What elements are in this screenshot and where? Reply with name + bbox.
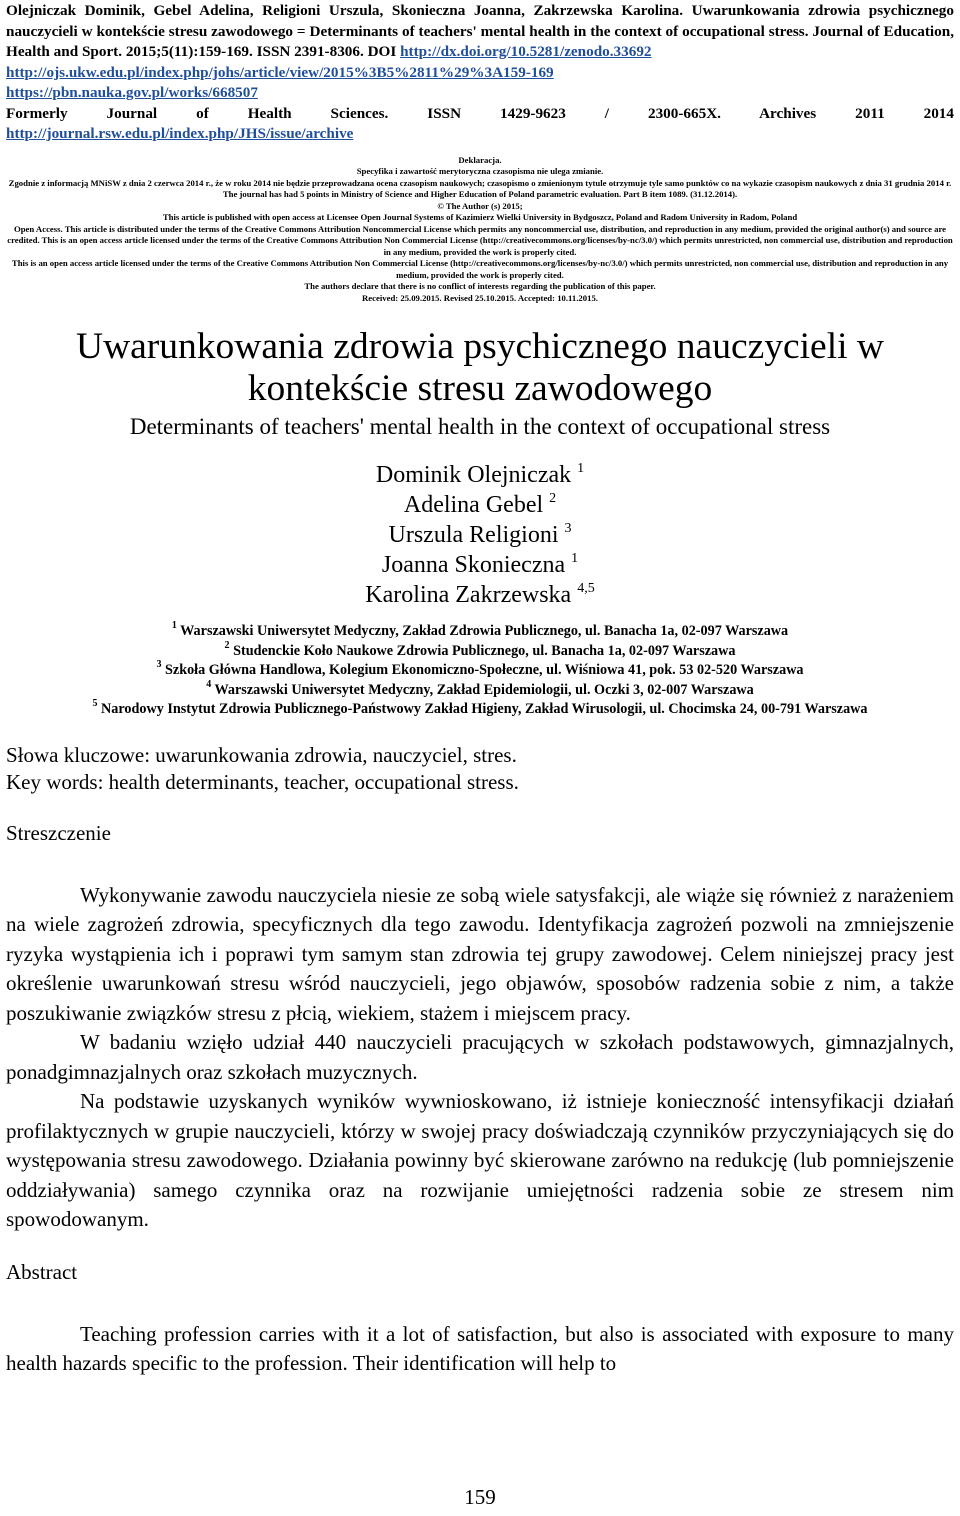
author: Joanna Skonieczna $^1$ bbox=[381, 551, 579, 578]
ojs-link[interactable]: http://ojs.ukw.edu.pl/index.php/johs/article/view/2015%3B5%2811%29%3A159-169 bbox=[6, 63, 554, 81]
citation-block bbox=[6, 0, 954, 145]
keywords bbox=[6, 742, 954, 796]
author: Urszula Religioni $^3$ bbox=[388, 521, 572, 548]
title-english: Determinants of teachers' mental health in the context of occupational stress bbox=[129, 414, 831, 439]
author: Dominik Olejniczak $^1$ bbox=[375, 461, 585, 488]
notice-line: Deklaracja. bbox=[458, 154, 502, 165]
notice-line: Received: 25.09.2015. Revised 25.10.2015. Accepted: 10.11.2015. bbox=[362, 292, 598, 303]
page-number: 159 bbox=[464, 1485, 496, 1509]
affiliation: $^3$ Szkoła Główna Handlowa, Kolegium Ekonomiczno-Społeczne, ul. Wiśniowa 41, pok. 53 02-520 Warszawa bbox=[156, 659, 804, 678]
section-heading-streszczenie: Streszczenie bbox=[6, 820, 111, 845]
notice-line: Specyfika i zawartość merytoryczna czasopisma nie ulega zmianie. bbox=[356, 166, 604, 176]
keywords-english: Key words: health determinants, teacher, occupational stress. bbox=[6, 769, 519, 794]
affiliation: $^4$ Warszawski Uniwersytet Medyczny, Zakład Epidemiologii, ul. Oczki 3, 02-007 Warszawa bbox=[206, 678, 754, 698]
doi-link[interactable]: http://dx.doi.org/10.5281/zenodo.33692 bbox=[400, 43, 652, 60]
notice-line: © The Author (s) 2015; bbox=[437, 200, 523, 211]
notice-line: The authors declare that there is no conflict of interests regarding the publication of this paper. bbox=[304, 281, 656, 291]
authors-list bbox=[6, 460, 954, 610]
paragraph: Teaching profession carries with it a lot of satisfaction, but also is associated with exposure to many health hazards specific to the profession. Their identification will help to bbox=[6, 1321, 954, 1375]
notice-line: This is an open access article licensed under the terms of the Creative Commons Attribution Non Commercial License (http://creativecommons.org/licenses/by-nc/3.0/) which permits unrestricted, non commercial use, distribution and reproduction in any medium, provided the work is properly cited. bbox=[11, 258, 949, 280]
paragraph: W badaniu wzięło udział 440 nauczycieli pracujących w szkołach podstawowych, gimnazjalnych, ponadgimnazjalnych oraz szkołach muzycznych. bbox=[6, 1030, 954, 1084]
notice-line: Zgodnie z informacją MNiSW z dnia 2 czerwca 2014 r., że w roku 2014 nie będzie przeprowadzana ocena czasopism naukowych; czasopismo o zmienionym tytule otrzymuje tyle samo punktów co na wykazie czasopism naukowych z dnia 31 grudnia 2014 r. bbox=[8, 177, 952, 188]
pbn-link[interactable]: https://pbn.nauka.gov.pl/works/668507 bbox=[6, 84, 258, 101]
affiliation: $^2$ Studenckie Koło Naukowe Zdrowia Publicznego, ul. Banacha 1a, 02-097 Warszawa bbox=[224, 639, 736, 659]
section-heading-abstract: Abstract bbox=[6, 1259, 78, 1284]
license-notice bbox=[6, 155, 954, 305]
keywords-polish: Słowa kluczowe: uwarunkowania zdrowia, nauczyciel, stres. bbox=[6, 742, 517, 767]
title-polish: Uwarunkowania zdrowia psychicznego nauczycieli w kontekście stresu zawodowego bbox=[75, 326, 884, 409]
notice-line: This article is published with open access at Licensee Open Journal Systems of Kazimierz Wielki University in Bydgoszcz, Poland and Radom University in Radom, Poland bbox=[162, 212, 798, 222]
affiliation: $^1$ Warszawski Uniwersytet Medyczny, Zakład Zdrowia Publicznego, ul. Banacha 1a, 02-097 Warszawa bbox=[171, 620, 789, 639]
citation-text: Olejniczak Dominik, Gebel Adelina, Religioni Urszula, Skonieczna Joanna, Zakrzewska Karolina. Uwarunkowania zdrowia psychicznego nauczycieli w kontekście stresu zawodowego = Determinants of teachers' mental health in the context of occupational stress. Journal of Education, Health and Sport. 2015;5(11):159-169. ISSN 2391-8306. DOI bbox=[6, 2, 954, 60]
notice-line: Open Access. This article is distributed under the terms of the Creative Commons Attribution Noncommercial License which permits any noncommercial use, distribution, and reproduction in any medium, provided the original author(s) and source are credited. This is an open access article licensed under the terms of the Creative Commons Attribution Non Commercial License (http://creativecommons.org/licenses/by-nc/3.0/) which permits unrestricted, non commercial use, distribution and reproduction in any medium, provided the work is properly cited. bbox=[7, 223, 953, 257]
paragraph: Wykonywanie zawodu nauczyciela niesie ze sobą wiele satysfakcji, ale wiąże się również z narażeniem na wiele zagrożeń zdrowia, specyficznych dla tego zawodu. Identyfikacja zagrożeń pozwoli na zmniejszenie ryzyka wystąpienia ich i poprawi tym samym stan zdrowia tej grupy zawodowej. Celem niniejszej pracy jest określenie uwarunkowań stresu wśród nauczycieli, jego objawów, sposobów radzenia sobie z nim, a także poszukiwanie związków stresu z płcią, wiekiem, stażem i miejscem pracy. bbox=[6, 882, 954, 1025]
archive-link[interactable]: http://journal.rsw.edu.pl/index.php/JHS/issue/archive bbox=[6, 125, 354, 142]
notice-line: The journal has had 5 points in Ministry of Science and Higher Education of Poland parametric evaluation. Part B item 1089. (31.12.2014). bbox=[222, 189, 738, 199]
formerly-line: Formerly Journal of Health Sciences. ISSN 1429-9623 / 2300-665X. Archives 2011 2014 bbox=[6, 104, 954, 122]
author: Adelina Gebel $^2$ bbox=[403, 491, 557, 518]
paragraph: Na podstawie uzyskanych wyników wywnioskowano, iż istnieje konieczność intensyfikacji działań profilaktycznych w grupie nauczycieli, którzy w swojej pracy doświadczają czynników przyczyniających się do występowania stresu zawodowego. Działania powinny być skierowane zarówno na redukcję (lub pomniejszenie oddziaływania) samego czynnika oraz na rozwijanie umiejętności radzenia sobie ze stresem nim spowodowanym. bbox=[6, 1089, 954, 1231]
affiliations-list bbox=[6, 622, 954, 720]
author: Karolina Zakrzewska $^{4,5}$ bbox=[365, 581, 595, 608]
affiliation: $^5$ Narodowy Instytut Zdrowia Publicznego-Państwowy Zakład Higieny, Zakład Wirusologii, ul. Chocimska 24, 00-791 Warszawa bbox=[92, 698, 868, 717]
